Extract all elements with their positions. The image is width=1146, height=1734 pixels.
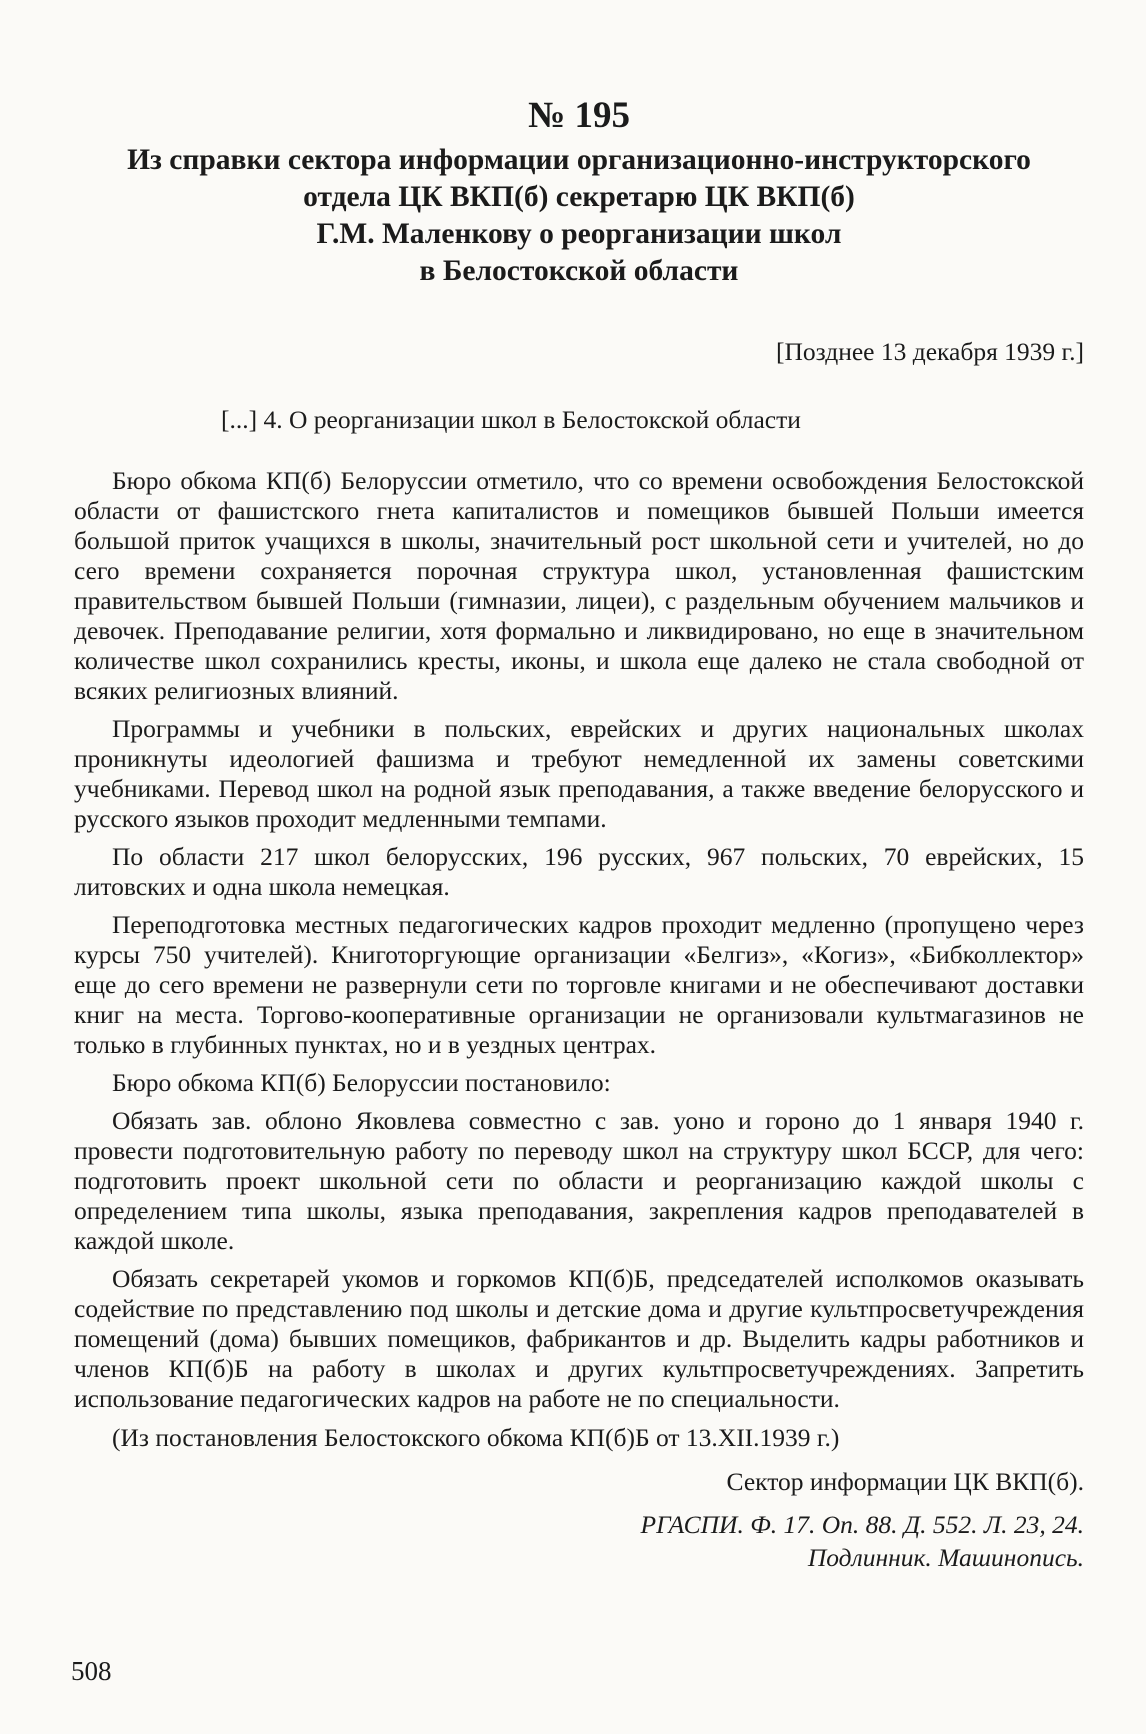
source-note: (Из постановления Белостокского обкома КП(б)Б от 13.XII.1939 г.)	[112, 1423, 840, 1452]
body-paragraph: Бюро обкома КП(б) Белоруссии постановило:	[112, 1068, 611, 1097]
section-heading: [...] 4. О реорганизации школ в Белостокской области	[221, 405, 801, 434]
archive-reference	[74, 1508, 1084, 1574]
document-page	[74, 96, 1084, 1574]
body-paragraph: По области 217 школ белорусских, 196 русских, 967 польских, 70 еврейских, 15 литовских и одна школа немецкая.	[74, 842, 1084, 901]
signature: Сектор информации ЦК ВКП(б).	[726, 1467, 1084, 1496]
document-title	[74, 142, 1084, 290]
document-date: [Позднее 13 декабря 1939 г.]	[775, 337, 1084, 366]
body-paragraph: Обязать секретарей укомов и горкомов КП(б)Б, председателей исполкомов оказывать содействие по представлению под школы и детские дома и другие культпросветучреждения помещений (дома) бывших помещиков, фабрикантов и др. Выделить кадры работников и членов КП(б)Б на работу в школах и других культпросветучреждениях. Запретить использование педагогических кадров на работе не по специальности.	[74, 1264, 1084, 1413]
title-line: Из справки сектора информации организационно-инструкторского	[127, 144, 1031, 176]
body-paragraph: Обязать зав. облоно Яковлева совместно с зав. уоно и гороно до 1 января 1940 г. провести подготовительную работу по переводу школ на структуру школ БССР, для чего: подготовить проект школьной сети по области и реорганизацию каждой школы с определением типа школы, языка преподавания, закрепления кадров преподавателей в каждой школе.	[74, 1106, 1084, 1255]
document-body	[74, 466, 1084, 1414]
archive-reference-line: Подлинник. Машинопись.	[807, 1543, 1084, 1572]
body-paragraph: Программы и учебники в польских, еврейских и других национальных школах проникнуты идеологией фашизма и требуют немедленной их замены советскими учебниками. Перевод школ на родной язык преподавания, а также введение белорусского и русского языков проходит медленными темпами.	[74, 714, 1084, 833]
page-number: 508	[71, 1656, 112, 1686]
archive-reference-line: РГАСПИ. Ф. 17. Оп. 88. Д. 552. Л. 23, 24.	[640, 1510, 1084, 1539]
title-line: Г.М. Маленкову о реорганизации школ	[316, 218, 842, 250]
document-number: № 195	[528, 95, 630, 136]
title-line: отдела ЦК ВКП(б) секретарю ЦК ВКП(б)	[303, 181, 855, 213]
body-paragraph: Бюро обкома КП(б) Белоруссии отметило, что со времени освобождения Белостокской области от фашистского гнета капиталистов и помещиков бывшей Польши имеется большой приток учащихся в школы, значительный рост школьной сети и учителей, но до сего времени сохраняется порочная структура школ, установленная фашистским правительством бывшей Польши (гимназии, лицеи), с раздельным обучением мальчиков и девочек. Преподавание религии, хотя формально и ликвидировано, но еще в значительном количестве школ сохранились кресты, иконы, и школа еще далеко не стала свободной от всяких религиозных влияний.	[74, 466, 1084, 705]
title-line: в Белостокской области	[419, 255, 739, 287]
body-paragraph: Переподготовка местных педагогических кадров проходит медленно (пропущено через курсы 750 учителей). Книготоргующие организации «Белгиз», «Когиз», «Бибколлектор» еще до сего времени не развернули сети по торговле книгами и не обеспечивают доставки книг на места. Торгово-кооперативные организации не организовали культмагазинов не только в глубинных пунктах, но и в уездных центрах.	[74, 910, 1084, 1059]
